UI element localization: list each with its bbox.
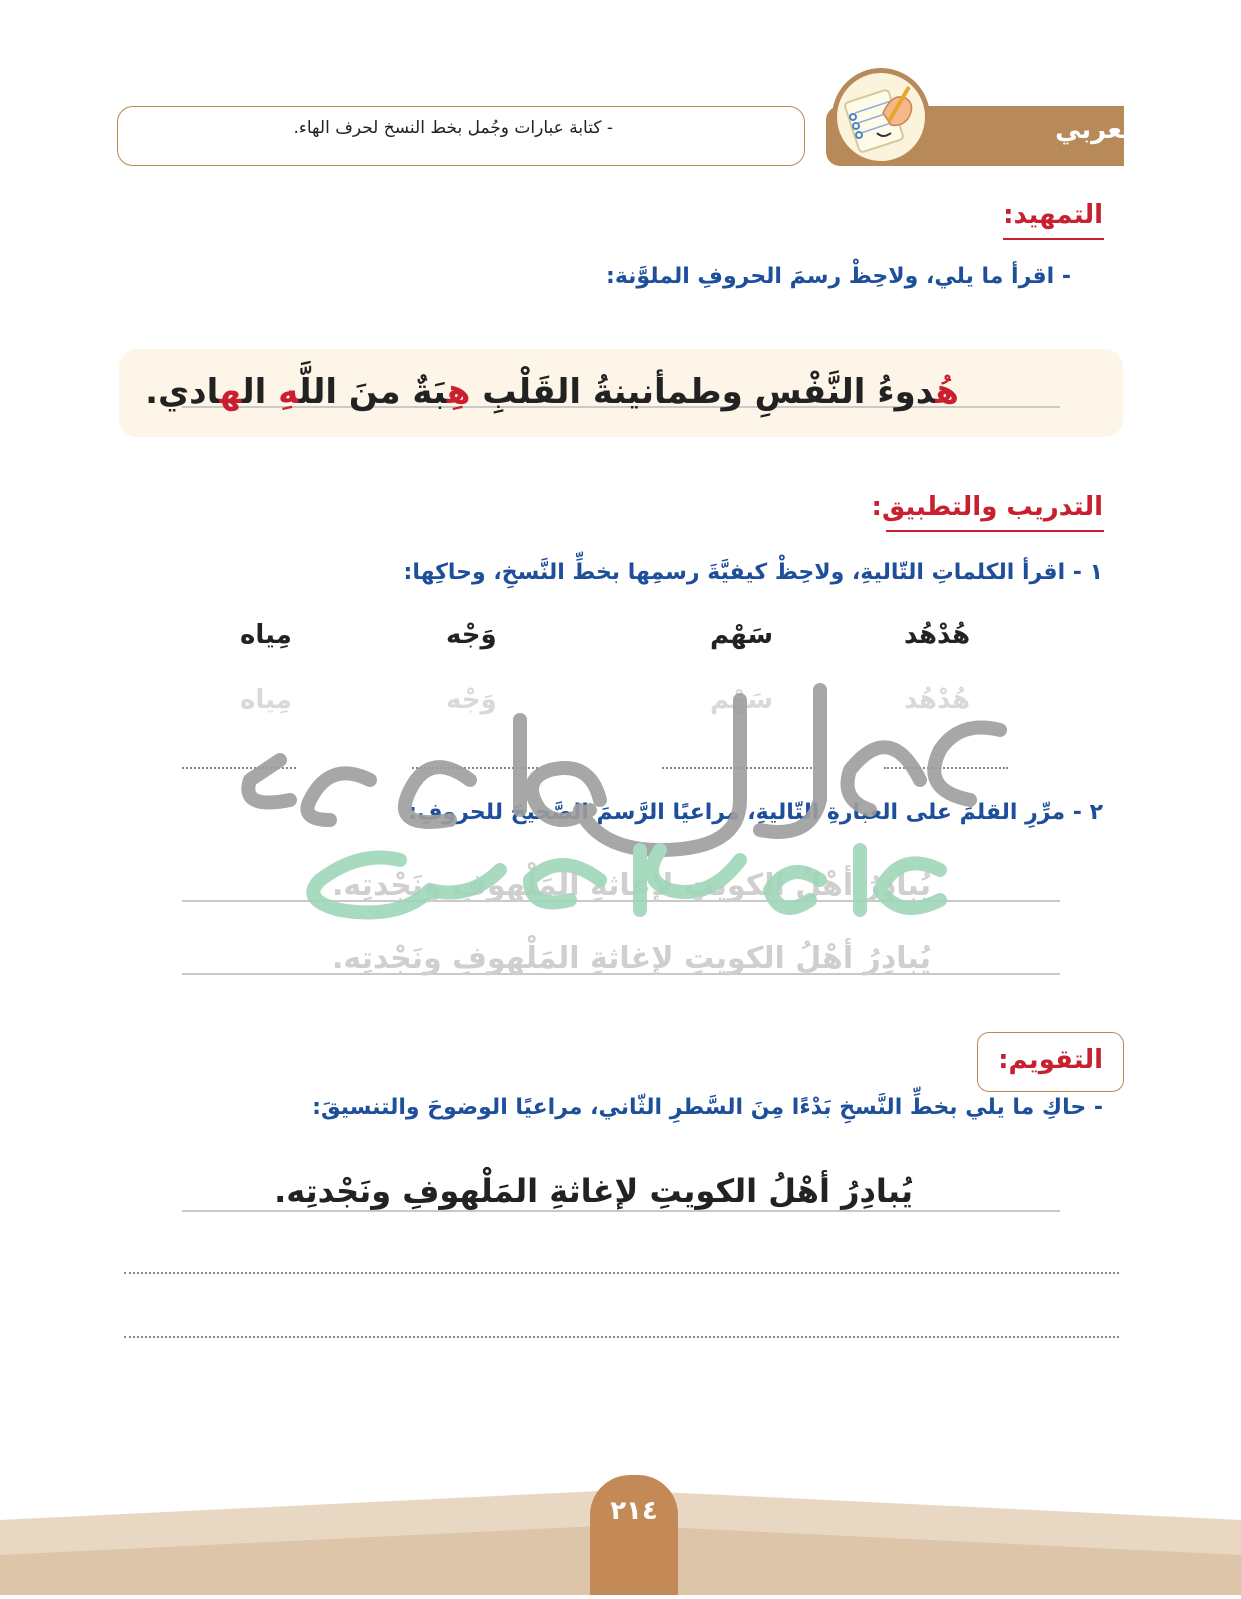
word-hudhud: هُدْهُد: [904, 620, 971, 650]
intro-title: التمهيد:: [1003, 200, 1103, 230]
evaluation-instruction: - حاكِ ما يلي بخطِّ النَّسخِ بَدْءًا مِنَ السَّطرِ الثّاني، مراعيًا الوضوحَ والتنسيقَ:: [312, 1095, 1103, 1120]
model-sentence: يُبادِرُ أهْلُ الكويتِ لإغاثةِ المَلْهوفِ ونَجْدتِه.: [274, 1172, 913, 1210]
answer-line-1[interactable]: [124, 1272, 1119, 1274]
intro-instruction: - اقرأ ما يلي، ولاحِظْ رسمَ الحروفِ الملوَّنة:: [606, 264, 1071, 289]
word-wajh: وَجْه: [446, 620, 497, 650]
trace-sentence-2[interactable]: يُبادِرُ أهْلُ الكويتِ لإغاثةِ المَلْهوفِ ونَجْدتِه.: [332, 941, 931, 976]
writing-hand-icon: [832, 68, 930, 166]
subject-label: الخط العربي: [1055, 115, 1215, 145]
question-1: ١ - اقرأ الكلماتِ التّاليةِ، ولاحِظْ كيفيَّةَ رسمِها بخطِّ النَّسخِ، وحاكِها:: [403, 560, 1103, 585]
answer-line-2[interactable]: [124, 1336, 1119, 1338]
word-miyah: مِياه: [240, 620, 292, 650]
trace-word-wajh: وَجْه: [446, 685, 497, 715]
question-2: ٢ - مرِّرِ القلمَ على العبارةِ التّاليةِ، مراعيًا الرَّسمَ الصَّحيحَ للحروفِ:: [408, 800, 1103, 825]
trace-sentence-1[interactable]: يُبادِرُ أهْلُ الكويتِ لإغاثةِ المَلْهوفِ ونَجْدتِه.: [332, 868, 931, 903]
intro-title-underline: [1003, 238, 1104, 240]
word-sahm: سَهْم: [710, 620, 774, 650]
lesson-objective: - كتابة عبارات وجُمل بخط النسخ لحرف الهاء.: [293, 118, 613, 138]
page-number: ٢١٤: [610, 1496, 658, 1526]
practice-title: التدريب والتطبيق:: [871, 492, 1103, 522]
trace-word-miyah: مِياه: [240, 685, 292, 715]
evaluation-title: التقويم:: [998, 1045, 1103, 1075]
trace-word-hudhud: هُدْهُد: [904, 685, 971, 715]
watermark-text-2: [220, 660, 221, 661]
page-number-tab: [590, 1475, 678, 1595]
practice-title-underline: [886, 530, 1104, 532]
trace-word-sahm: سَهْم: [710, 685, 774, 715]
watermark: [220, 660, 1040, 960]
model-line: [182, 1210, 1060, 1212]
example-sentence: هُدوءُ النَّفْسِ وطمأنينةُ القَلْبِ هِبَةٌ منَ اللَّهِ الهادي.: [145, 372, 959, 412]
